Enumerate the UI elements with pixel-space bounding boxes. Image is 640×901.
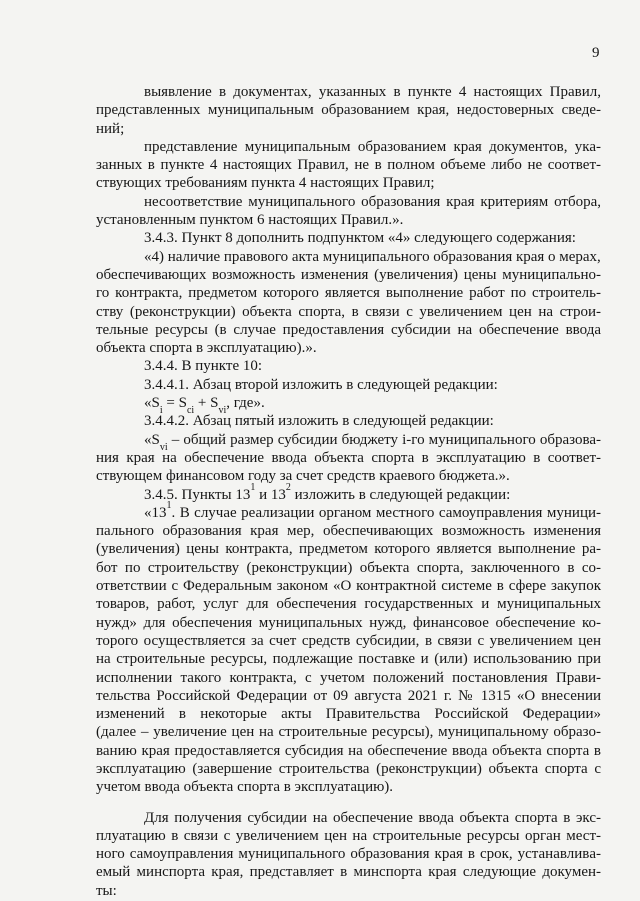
text-line [96, 827, 601, 845]
text-line [96, 357, 601, 375]
text-line-content [144, 499, 601, 522]
text-line [96, 339, 601, 357]
text-fragment: , где». [226, 395, 265, 412]
text-fragment: . В случае реализации органом местного самоуправления муници- [171, 504, 601, 521]
text-line-content: объекта спорта в эксплуатацию).». [96, 340, 317, 357]
subscript: i [159, 405, 163, 417]
text-line [96, 742, 601, 760]
text-line-content: установленным пунктом 6 настоящих Правил.». [96, 212, 404, 229]
text-line-content: выявление в документах, указанных в пункте 4 настоящих Правил, [144, 84, 601, 100]
text-line [96, 83, 601, 101]
text-line [96, 284, 601, 302]
text-line-content: ний; [96, 120, 125, 137]
text-line [96, 577, 601, 595]
text-line-content: (увеличения) цены контракта, предметом которого является выполнение ра- [96, 541, 601, 558]
text-line-content: ты: [96, 882, 117, 899]
text-line [96, 669, 601, 687]
text-line-content: тельные ресурсы (в случае предоставления субсидии на обеспечение ввода [96, 321, 601, 338]
text-line [96, 467, 601, 485]
text-line [96, 882, 601, 900]
text-line [96, 863, 601, 881]
text-line-content: исполнении такого контракта, с учетом положений постановления Прави- [96, 669, 601, 686]
text-line [96, 101, 601, 119]
text-line [96, 174, 601, 192]
text-line [96, 522, 601, 540]
text-line [96, 687, 601, 705]
text-line-content: представленных муниципальным образованием края, недостоверных сведе- [96, 102, 601, 119]
text-line-content: учетом ввода объекта спорта в эксплуатацию). [96, 779, 394, 796]
text-line [96, 705, 601, 723]
text-line [96, 156, 601, 174]
text-line-content: 3.4.4.1. Абзац второй изложить в следующей редакции: [144, 376, 498, 393]
text-line [96, 321, 601, 339]
text-line [96, 303, 601, 321]
text-line-content: эксплуатацию (завершение строительства (реконструкции) объекта спорта с [96, 760, 601, 777]
text-line [96, 632, 601, 650]
text-line [96, 595, 601, 613]
page-number: 9 [592, 45, 600, 61]
text-line-content: торого осуществляется за счет средств субсидии, в связи с увеличением цен [96, 632, 601, 649]
text-line-content: тельства Российской Федерации от 09 августа 2021 г. № 1315 «О внесении [96, 687, 601, 704]
text-fragment: + S [194, 395, 219, 412]
text-line-content: ванию края предоставляется субсидия на обеспечение ввода объекта спорта в [96, 742, 601, 759]
text-line [96, 449, 601, 467]
text-fragment: «S [144, 431, 160, 448]
text-line-content: ствующих требованиям пункта 4 настоящих Правил; [96, 175, 435, 192]
text-line [96, 540, 601, 558]
text-line-content: бот по строительству (реконструкции) объекта спорта, заключенного в со- [96, 559, 601, 576]
text-line [96, 778, 601, 796]
text-fragment: и 13 [255, 486, 286, 503]
text-line [96, 193, 601, 211]
superscript: 1 [250, 481, 256, 493]
text-line [96, 845, 601, 863]
text-line [96, 809, 601, 827]
text-line [96, 723, 601, 741]
text-line-content: плуатацию в связи с увеличением цен на строительные ресурсы орган мест- [96, 827, 601, 844]
text-fragment: изложить в следующей редакции: [290, 486, 511, 503]
text-line-content: ответствии с Федеральным законом «О контрактной системе в сфере закупок [96, 578, 601, 595]
text-fragment: – общий размер субсидии бюджету i-го муниципального образова- [167, 431, 601, 448]
subscript: ci [186, 405, 195, 417]
text-line-content: ного самоуправления муниципального образования края в срок, устанавливa- [96, 846, 601, 863]
text-line [96, 412, 601, 430]
text-line [96, 559, 601, 577]
superscript: 1 [166, 499, 172, 511]
text-line-content: «4) наличие правового акта муниципального образования края о мерах, [144, 248, 601, 265]
text-fragment: 3.4.5. Пункты 13 [144, 486, 251, 503]
text-line-content: го контракта, предметом которого является выполнение работ по строитель- [96, 285, 601, 302]
text-fragment: = S [162, 395, 187, 412]
document-body [96, 83, 601, 900]
text-line [96, 760, 601, 778]
text-line-content: ния края на обеспечение ввода объекта спорта в эксплуатацию в соответ- [96, 449, 601, 466]
subscript: vi [159, 441, 168, 453]
text-line [96, 376, 601, 394]
text-line-content: обеспечивающих возможность изменения (увеличения) цены муниципально- [96, 266, 601, 283]
text-line [96, 431, 601, 453]
text-line-content: 3.4.4.2. Абзац пятый изложить в следующей редакции: [144, 413, 494, 430]
superscript: 2 [285, 481, 291, 493]
text-line-content: нужд» для обеспечения муниципальных нужд, финансовое обеспечение ко- [96, 614, 601, 631]
text-line [96, 266, 601, 284]
text-line [96, 394, 601, 417]
text-line [96, 650, 601, 668]
text-line [96, 229, 601, 247]
text-line-content: ству (реконструкции) объекта спорта, в связи с увеличением цен на строи- [96, 303, 601, 320]
text-line-content [144, 394, 265, 417]
subscript: vi [218, 405, 227, 417]
text-line [96, 211, 601, 229]
text-line-content [144, 481, 511, 504]
text-line-content: 3.4.3. Пункт 8 дополнить подпунктом «4» следующего содержания: [144, 230, 576, 247]
text-line-content: (далее – увеличение цен на строительные ресурсы), муниципальному образо- [96, 724, 601, 741]
text-line-content: несоответствие муниципального образования края критериям отбора, [144, 193, 601, 210]
text-line-content: 3.4.4. В пункте 10: [144, 358, 263, 375]
text-line-content: Для получения субсидии на обеспечение ввода объекта спорта в экс- [144, 809, 601, 826]
text-line-content: изменений в некоторые акты Правительства Российской Федерации» [96, 706, 601, 723]
text-line [96, 248, 601, 266]
text-fragment: «S [144, 395, 160, 412]
text-line-content: товаров, работ, услуг для обеспечения государственных и муниципальных [96, 596, 601, 613]
text-line-content: емый минспорта края, представляет в минспорта края следующие докумен- [96, 864, 601, 881]
text-line [96, 614, 601, 632]
text-line-content: на строительные ресурсы, подлежащие поставке и (или) использованию при [96, 651, 601, 668]
text-line [96, 120, 601, 138]
text-line-content: представление муниципальным образованием края документов, ука- [144, 138, 601, 155]
text-line-content: пального образования края мер, обеспечивающих возможность изменения [96, 523, 601, 540]
text-fragment: «13 [144, 504, 167, 521]
text-line [96, 138, 601, 156]
text-line-content: занных в пункте 4 настоящих Правил, не в полном объеме либо не соответ- [96, 157, 601, 174]
text-line [96, 499, 601, 522]
text-line-content [144, 431, 601, 453]
text-line-content: ствующем финансовом году за счет средств краевого бюджета.». [96, 468, 510, 485]
